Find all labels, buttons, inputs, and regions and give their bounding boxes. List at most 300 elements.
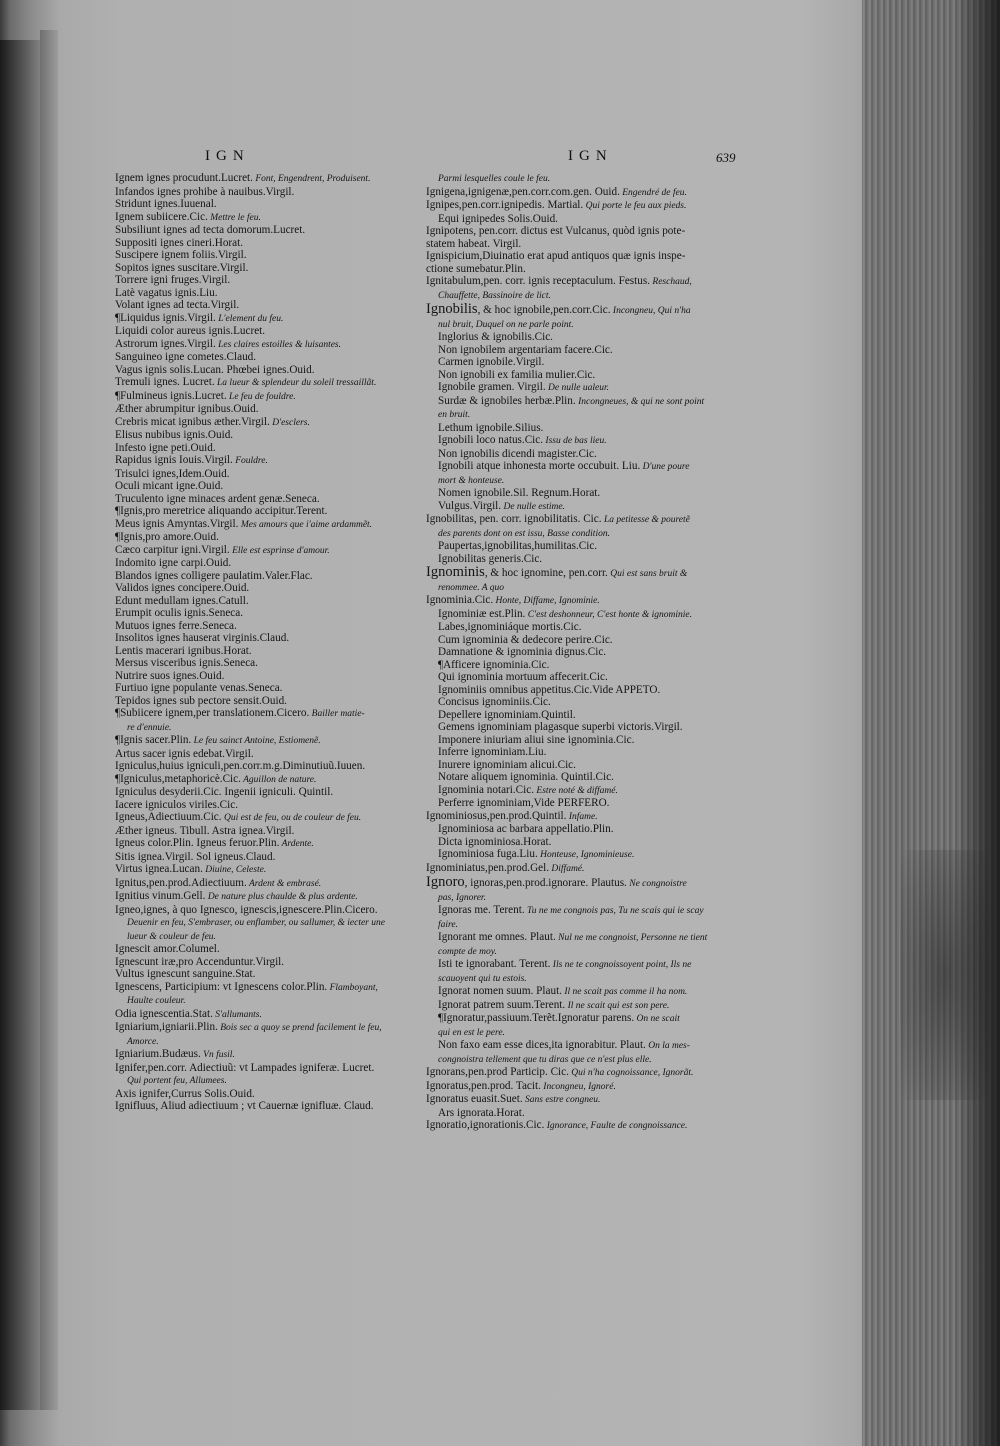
left-column <box>115 172 415 1113</box>
dictionary-entry <box>426 513 771 527</box>
latin-text: Ignem subiicere.Cic. <box>115 210 208 223</box>
dictionary-entry <box>426 918 771 932</box>
french-gloss: Le feu sainct Antoine, Estiomenẽ. <box>191 736 321 746</box>
french-gloss: nul bruit, Duquel on ne parle point. <box>438 319 574 330</box>
dictionary-entry <box>115 198 415 211</box>
headword: Ignobilis <box>426 302 478 317</box>
headword: Ignominis <box>426 565 485 580</box>
latin-text: Inglorius & ignobilis.Cic. <box>438 331 553 343</box>
latin-text: Ignorant me omnes. Plaut. <box>438 931 556 943</box>
dictionary-entry <box>426 958 771 972</box>
french-gloss: Haulte couleur. <box>127 996 186 1006</box>
french-gloss: Parmi lesquelles coule le feu. <box>438 174 551 184</box>
latin-text: Cum ignominia & dedecore perire.Cic. <box>438 633 613 646</box>
latin-text: Ignobile gramen. Virgil. <box>438 381 546 393</box>
dictionary-entry <box>115 390 415 404</box>
dictionary-entry <box>426 263 771 276</box>
french-gloss: Chauffette, Bassinoire de lict. <box>438 290 551 301</box>
dictionary-entry <box>426 862 771 876</box>
dictionary-entry <box>115 916 415 930</box>
french-gloss: Qui portent feu, Allumees. <box>127 1076 227 1086</box>
latin-text: Ars ignorata.Horat. <box>438 1106 525 1119</box>
latin-text: Insolitos ignes hauserat virginis.Claud. <box>115 632 290 644</box>
dictionary-entry <box>115 416 415 430</box>
dictionary-entry <box>426 225 771 238</box>
french-gloss: Qui est sans bruit & <box>607 569 688 579</box>
latin-text: Ignitus,pen.prod.Adiectiuum. <box>115 876 247 889</box>
dictionary-entry <box>115 338 415 352</box>
dictionary-entry <box>426 302 771 318</box>
latin-text: Sitis ignea.Virgil. Sol igneus.Claud. <box>115 850 276 863</box>
dictionary-entry <box>426 659 771 672</box>
latin-text: Ignitabulum,pen. corr. ignis receptaculum. Festus. <box>426 275 651 287</box>
latin-text: Ignipotens, pen.corr. dictus est Vulcanus, quòd ignis pote- <box>426 225 686 237</box>
french-gloss: D'une poure <box>640 462 690 472</box>
french-gloss: Engendré de feu. <box>619 187 687 198</box>
latin-text: Imponere iniuriam aliui sine ignominia.Cic. <box>438 733 635 746</box>
dictionary-entry <box>115 904 415 917</box>
french-gloss: Sans estre congneu. <box>522 1095 601 1105</box>
dictionary-entry <box>115 811 415 825</box>
latin-text: Elisus nubibus ignis.Ouid. <box>115 429 234 441</box>
latin-text: Ignobilitas, pen. corr. ignobilitatis. Cic. <box>426 513 602 525</box>
dictionary-entry <box>115 364 415 377</box>
dictionary-entry <box>426 1026 771 1040</box>
dictionary-entry <box>115 376 415 390</box>
latin-text: Ignoratus,pen.prod. Tacit. <box>426 1079 541 1092</box>
french-gloss: Font, Engendrent, Produisent. <box>252 174 371 184</box>
french-gloss: qui en est le pere. <box>438 1027 505 1038</box>
dictionary-entry <box>115 721 415 735</box>
dictionary-entry <box>115 287 415 300</box>
latin-text: Ignoratio,ignorationis.Cic. <box>426 1119 545 1131</box>
latin-text: Erumpit oculis ignis.Seneca. <box>115 607 244 619</box>
dictionary-entry <box>426 1080 771 1094</box>
latin-text: Ignoratus euasit.Suet. <box>426 1093 523 1105</box>
latin-text: Sanguineo igne cometes.Claud. <box>115 351 257 363</box>
dictionary-entry <box>426 696 771 709</box>
dictionary-entry <box>115 557 415 570</box>
latin-text: , & hoc ignomine, pen.corr. <box>484 567 608 579</box>
dictionary-entry <box>426 721 771 734</box>
french-gloss: C'est deshonneur, C'est honte & ignominie. <box>525 609 692 620</box>
latin-text: ¶Ignoratur,passiuum.Terẽt.Ignoratur parens. <box>438 1012 635 1024</box>
dictionary-entry <box>115 249 415 262</box>
french-gloss: Ardente. <box>279 839 314 849</box>
latin-text: ¶Liquidus ignis.Virgil. <box>115 311 216 324</box>
french-gloss: Amorce. <box>127 1036 159 1047</box>
latin-text: Rapidus ignis Iouis.Virgil. <box>115 454 233 466</box>
french-gloss: Flamboyant, <box>327 982 378 993</box>
dictionary-entry <box>115 518 415 532</box>
dictionary-entry <box>115 1088 415 1101</box>
latin-text: Isti te ignorabant. Terent. <box>438 958 551 970</box>
french-gloss: Ils ne te congnoissoyent point, Ils ne <box>550 960 692 970</box>
french-gloss: De nature plus chaulde & plus ardente. <box>205 892 358 902</box>
french-gloss: Deuenir en feu, S'embraser, ou enflamber, ou sallumer, & iecter une <box>127 918 385 928</box>
french-gloss: Honte, Diffame, Ignominie. <box>493 596 600 606</box>
french-gloss: Incongneu, Qui n'ha <box>610 306 691 316</box>
latin-text: Iacere igniculos viriles.Cic. <box>115 798 239 811</box>
latin-text: Ignominiosus,pen.prod.Quintil. <box>426 809 567 822</box>
dictionary-entry <box>426 594 771 608</box>
french-gloss: Bailler matie- <box>309 709 365 719</box>
dictionary-entry <box>115 760 415 773</box>
french-gloss: lueur & couleur de feu. <box>127 931 216 942</box>
latin-text: Truculento igne minaces ardent genæ.Seneca. <box>115 492 320 505</box>
dictionary-entry <box>426 581 771 595</box>
dictionary-entry <box>426 1119 771 1133</box>
dictionary-entry <box>426 422 771 435</box>
latin-text: ¶Subiicere ignem,per translationem.Cicero. <box>115 707 310 719</box>
french-gloss: Le feu de fouldre. <box>226 391 296 402</box>
french-gloss: De nulle estime. <box>501 501 565 512</box>
dictionary-entry <box>426 771 771 784</box>
latin-text: Ignominiosa fuga.Liu. <box>438 848 538 860</box>
dictionary-entry <box>115 505 415 518</box>
dictionary-entry <box>115 607 415 620</box>
dictionary-entry <box>426 759 771 772</box>
latin-text: Ignescit amor.Columel. <box>115 943 220 955</box>
latin-text: ctione sumebatur.Plin. <box>426 262 526 275</box>
dictionary-entry <box>426 289 771 303</box>
dictionary-entry <box>426 836 771 849</box>
latin-text: Ignorat nomen suum. Plaut. <box>438 985 562 997</box>
dictionary-entry <box>115 493 415 506</box>
left-page-edge <box>0 40 45 1410</box>
dictionary-entry <box>426 500 771 514</box>
dictionary-entry <box>115 1074 415 1088</box>
french-gloss: Les claires estoilles & luisantes. <box>215 339 342 350</box>
dictionary-entry <box>115 748 415 761</box>
dictionary-entry <box>115 786 415 799</box>
latin-text: Ignitius vinum.Gell. <box>115 890 206 902</box>
dictionary-entry <box>115 480 415 493</box>
latin-text: Tepidos ignes sub pectore sensit.Ouid. <box>115 694 287 707</box>
french-gloss: La lueur & splendeur du soleil tressaillãt. <box>214 378 377 388</box>
dictionary-entry <box>426 931 771 945</box>
dictionary-entry <box>426 1107 771 1120</box>
latin-text: Ignifluus, Aliud adiectiuum ; vt Cauernæ ignifluæ. Claud. <box>115 1100 374 1112</box>
french-gloss: Il ne scait pas comme il ha nom. <box>561 987 688 997</box>
latin-text: Edunt medullam ignes.Catull. <box>115 594 249 607</box>
french-gloss: Issu de bas lieu. <box>543 436 607 446</box>
dictionary-entry <box>115 851 415 864</box>
latin-text: Gemens ignominiam plagasque superbi victoris.Virgil. <box>438 721 683 733</box>
french-gloss: Ardent & embrasé. <box>246 878 322 889</box>
french-gloss: des parents dont on est issu, Basse condition. <box>438 528 610 539</box>
dictionary-entry <box>115 863 415 877</box>
latin-text: Inferre ignominiam.Liu. <box>438 746 547 758</box>
dictionary-entry <box>115 237 415 250</box>
dictionary-entry <box>426 448 771 461</box>
dictionary-entry <box>115 595 415 608</box>
dictionary-entry <box>115 930 415 944</box>
french-gloss: scauoyent qui tu estois. <box>438 973 527 984</box>
dictionary-entry <box>426 331 771 344</box>
latin-text: Liquidi color aureus ignis.Lucret. <box>115 325 266 337</box>
latin-text: Ignoras me. Terent. <box>438 904 525 916</box>
latin-text: Ignobili atque inhonesta morte occubuit. Liu. <box>438 460 641 472</box>
latin-text: ¶Igniculus,metaphoricè.Cic. <box>115 772 241 785</box>
french-gloss: Qui porte le feu aux pieds. <box>583 201 687 211</box>
dictionary-entry <box>426 369 771 382</box>
dictionary-entry <box>115 632 415 645</box>
dictionary-entry <box>426 250 771 263</box>
french-gloss: pas, Ignorer. <box>438 892 486 903</box>
french-gloss: On ne scait <box>634 1014 680 1024</box>
latin-text: Damnatione & ignominia dignus.Cic. <box>438 646 607 658</box>
french-gloss: On la mes- <box>645 1041 690 1051</box>
latin-text: Infandos ignes prohibe à nauibus.Virgil. <box>115 185 295 198</box>
dictionary-entry <box>115 799 415 812</box>
latin-text: Non faxo eam esse dices,ita ignorabitur. Plaut. <box>438 1039 646 1051</box>
dictionary-entry <box>115 468 415 481</box>
latin-text: Ignominia notari.Cic. <box>438 783 535 796</box>
dictionary-entry <box>426 985 771 999</box>
dictionary-entry <box>115 773 415 787</box>
latin-text: Mersus visceribus ignis.Seneca. <box>115 657 258 669</box>
latin-text: Dicta ignominiosa.Horat. <box>438 835 552 848</box>
dictionary-entry <box>426 646 771 659</box>
latin-text: Qui ignominia mortuum affecerit.Cic. <box>438 671 608 683</box>
french-gloss: Incongneu, Ignoré. <box>540 1081 616 1092</box>
latin-text: Oculi micant igne.Ouid. <box>115 480 224 492</box>
latin-text: Ignipes,pen.corr.ignipedis. Martial. <box>426 199 584 211</box>
dictionary-entry <box>426 709 771 722</box>
french-gloss: Fouldre. <box>232 456 268 466</box>
latin-text: Ignominiæ est.Plin. <box>438 607 526 620</box>
latin-text: Validos ignes concipere.Ouid. <box>115 582 250 594</box>
dictionary-entry <box>115 890 415 904</box>
french-gloss: Incongneues, & qui ne sont point <box>575 396 705 407</box>
latin-text: , & hoc ignobile,pen.corr.Cic. <box>477 304 611 316</box>
latin-text: Furtiuo igne populante venas.Seneca. <box>115 682 283 694</box>
dictionary-entry <box>115 1008 415 1022</box>
dictionary-entry <box>115 994 415 1008</box>
dictionary-entry <box>426 734 771 747</box>
dictionary-entry <box>115 224 415 237</box>
dictionary-entry <box>115 657 415 670</box>
dictionary-entry <box>426 565 771 581</box>
dictionary-entry <box>426 318 771 332</box>
latin-text: Ignispicium,Diuinatio erat apud antiquos quæ ignis inspe- <box>426 250 686 262</box>
dictionary-entry <box>115 186 415 199</box>
dictionary-entry <box>426 823 771 836</box>
french-gloss: Bois sec a quoy se prend facilement le feu, <box>217 1023 382 1033</box>
dictionary-entry <box>426 684 771 697</box>
dictionary-entry <box>426 395 771 409</box>
latin-text: Mutuos ignes ferre.Seneca. <box>115 619 237 632</box>
dictionary-entry <box>426 875 771 891</box>
latin-text: Non ignobilis dicendi magister.Cic. <box>438 447 597 460</box>
dictionary-entry <box>426 408 771 422</box>
latin-text: Perferre ignominiam,Vide PERFERO. <box>438 797 610 809</box>
latin-text: Igniarium.Budæus. <box>115 1048 201 1060</box>
dictionary-entry <box>115 403 415 416</box>
dictionary-entry <box>426 553 771 566</box>
french-gloss: faire. <box>438 919 458 930</box>
french-gloss: re d'ennuie. <box>127 722 172 733</box>
french-gloss: congnoistra tellement que tu diras que ce n'est plus elle. <box>438 1054 652 1065</box>
dictionary-entry <box>426 238 771 251</box>
latin-text: Ignominiosa ac barbara appellatio.Plin. <box>438 823 614 835</box>
french-gloss: Qui est de feu, ou de couleur de feu. <box>221 813 362 823</box>
dictionary-entry <box>115 531 415 544</box>
latin-text: Odia ignescentia.Stat. <box>115 1007 213 1020</box>
latin-text: , ignoras,pen.prod.ignorare. Plautus. <box>464 877 627 889</box>
latin-text: Ignominiatus,pen.prod.Gel. <box>426 861 550 874</box>
dictionary-entry <box>426 1012 771 1026</box>
latin-text: Ignem ignes procudunt.Lucret. <box>115 172 253 184</box>
latin-text: Æther abrumpitur ignibus.Ouid. <box>115 403 259 415</box>
latin-text: Ignominia.Cic. <box>426 594 494 606</box>
latin-text: Ignobili loco natus.Cic. <box>438 434 544 446</box>
dictionary-entry <box>115 211 415 225</box>
dictionary-entry <box>426 275 771 289</box>
french-gloss: S'allumants. <box>212 1009 262 1020</box>
dictionary-entry <box>115 620 415 633</box>
latin-text: Ignorans,pen.prod Particip. Cic. <box>426 1066 569 1078</box>
latin-text: ¶Fulmineus ignis.Lucret. <box>115 389 227 402</box>
latin-text: Ignominiis omnibus appetitus.Cic.Vide APPETO. <box>438 683 661 696</box>
latin-text: ¶Ignis,pro amore.Ouid. <box>115 531 219 543</box>
french-gloss: Ne congnoistre <box>626 879 687 889</box>
dictionary-entry <box>115 325 415 338</box>
dictionary-entry <box>426 540 771 553</box>
dictionary-entry <box>426 797 771 810</box>
dictionary-entry <box>115 351 415 364</box>
french-gloss: Ignorance, Faulte de congnoissance. <box>544 1121 688 1131</box>
latin-text: Ignescunt iræ,pro Accenduntur.Virgil. <box>115 955 285 968</box>
dictionary-entry <box>115 570 415 583</box>
dictionary-entry <box>426 527 771 541</box>
dictionary-entry <box>426 186 771 200</box>
headword: Ignoro <box>426 875 465 890</box>
dictionary-entry <box>426 381 771 395</box>
latin-text: Blandos ignes colligere paulatim.Valer.Flac. <box>115 569 313 582</box>
dictionary-entry <box>426 199 771 213</box>
dictionary-entry <box>426 172 771 186</box>
latin-text: Labes,ignominiáque mortis.Cic. <box>438 621 582 633</box>
dictionary-entry <box>426 460 771 474</box>
latin-text: Torrere igni fruges.Virgil. <box>115 274 231 286</box>
latin-text: Virtus ignea.Lucan. <box>115 863 203 875</box>
latin-text: Non ignobili ex familia mulier.Cic. <box>438 368 596 381</box>
french-gloss: Mes amours que i'aime ardammẽt. <box>238 519 373 530</box>
french-gloss: Aguillon de nature. <box>240 774 317 785</box>
dictionary-entry <box>115 877 415 891</box>
dictionary-entry <box>115 1021 415 1035</box>
latin-text: Vagus ignis solis.Lucan. Phœbei ignes.Ouid. <box>115 363 315 376</box>
dictionary-entry <box>426 945 771 959</box>
french-gloss: Diuine, Celeste. <box>202 865 267 875</box>
latin-text: Notare aliquem ignominia. Quintil.Cic. <box>438 771 614 783</box>
dictionary-entry <box>426 621 771 634</box>
dictionary-entry <box>115 299 415 312</box>
dictionary-entry <box>426 1093 771 1107</box>
latin-text: Nomen ignobile.Sil. Regnum.Horat. <box>438 487 601 499</box>
dictionary-entry <box>426 1039 771 1053</box>
latin-text: Nutrire suos ignes.Ouid. <box>115 669 225 682</box>
dictionary-entry <box>115 262 415 275</box>
french-gloss: renommee. A quo <box>438 582 505 593</box>
latin-text: Surdæ & ignobiles herbæ.Plin. <box>438 394 576 407</box>
latin-text: Cæco carpitur igni.Virgil. <box>115 543 230 556</box>
french-gloss: compte de moy. <box>438 946 497 957</box>
dictionary-entry <box>426 213 771 226</box>
dictionary-entry <box>115 544 415 558</box>
page-edge-shadow <box>955 0 1000 1446</box>
french-gloss: mort & honteuse. <box>438 475 505 486</box>
dictionary-entry <box>426 904 771 918</box>
latin-text: ¶Ignis sacer.Plin. <box>115 734 192 746</box>
dictionary-entry <box>426 344 771 357</box>
dictionary-entry <box>426 848 771 862</box>
latin-text: Concisus ignominiis.Cic. <box>438 696 551 708</box>
latin-text: Vulgus.Virgil. <box>438 499 502 512</box>
dictionary-entry <box>115 670 415 683</box>
french-gloss: Nul ne me congnoist, Personne ne tient <box>555 933 708 943</box>
dictionary-entry <box>115 1048 415 1062</box>
dictionary-entry <box>115 837 415 851</box>
dictionary-entry <box>115 734 415 748</box>
latin-text: Æther igneus. Tibull. Astra ignea.Virgil. <box>115 824 295 837</box>
dictionary-entry <box>115 1100 415 1113</box>
latin-text: Indomito igne carpi.Ouid. <box>115 557 232 569</box>
dictionary-entry <box>426 784 771 798</box>
latin-text: Ignescens, Participium: vt Ignescens color.Plin. <box>115 980 328 993</box>
dictionary-entry <box>115 172 415 186</box>
latin-text: Non ignobilem argentariam facere.Cic. <box>438 343 613 356</box>
page-number: 639 <box>716 150 736 165</box>
latin-text: Igniarium,igniarii.Plin. <box>115 1021 218 1033</box>
dictionary-entry <box>115 274 415 287</box>
latin-text: Lethum ignobile.Silius. <box>438 421 544 434</box>
latin-text: Ignorat patrem suum.Terent. <box>438 998 566 1011</box>
latin-text: Crebris micat ignibus æther.Virgil. <box>115 415 270 428</box>
french-gloss: Estre noté & diffamé. <box>534 785 618 796</box>
latin-text: Suscipere ignem foliis.Virgil. <box>115 249 247 261</box>
french-gloss: Reschaud, <box>650 277 692 287</box>
latin-text: Ignigena,ignigenæ,pen.corr.com.gen. Ouid. <box>426 185 620 198</box>
french-gloss: Diffamé. <box>549 863 585 874</box>
dictionary-entry <box>426 1066 771 1080</box>
dictionary-entry <box>115 695 415 708</box>
french-gloss: Vn fusil. <box>200 1050 235 1060</box>
french-gloss: La petitesse & pouretẽ <box>601 515 690 525</box>
latin-text: Stridunt ignes.Iuuenal. <box>115 198 217 210</box>
latin-text: Infesto igne peti.Ouid. <box>115 441 216 454</box>
dictionary-entry <box>115 981 415 995</box>
running-head-right: IGN <box>568 148 613 164</box>
latin-text: Igneus,Adiectiuum.Cic. <box>115 811 222 823</box>
latin-text: Trisulci ignes,Idem.Ouid. <box>115 467 230 480</box>
dictionary-entry <box>426 891 771 905</box>
dictionary-entry <box>426 972 771 986</box>
dictionary-entry <box>115 968 415 981</box>
latin-text: Paupertas,ignobilitas,humilitas.Cic. <box>438 540 598 552</box>
latin-text: Suppositi ignes cineri.Horat. <box>115 236 244 249</box>
latin-text: Sopitos ignes suscitare.Virgil. <box>115 261 249 274</box>
latin-text: Latè vagatus ignis.Liu. <box>115 286 218 299</box>
latin-text: ¶Ignis,pro meretrice aliquando accipitur.Terent. <box>115 505 328 517</box>
dictionary-entry <box>115 1062 415 1075</box>
latin-text: Igniculus desyderii.Cic. Ingenii igniculi. Quintil. <box>115 786 334 798</box>
dictionary-entry <box>115 312 415 326</box>
latin-text: Meus ignis Amyntas.Virgil. <box>115 517 239 530</box>
dictionary-entry <box>426 474 771 488</box>
